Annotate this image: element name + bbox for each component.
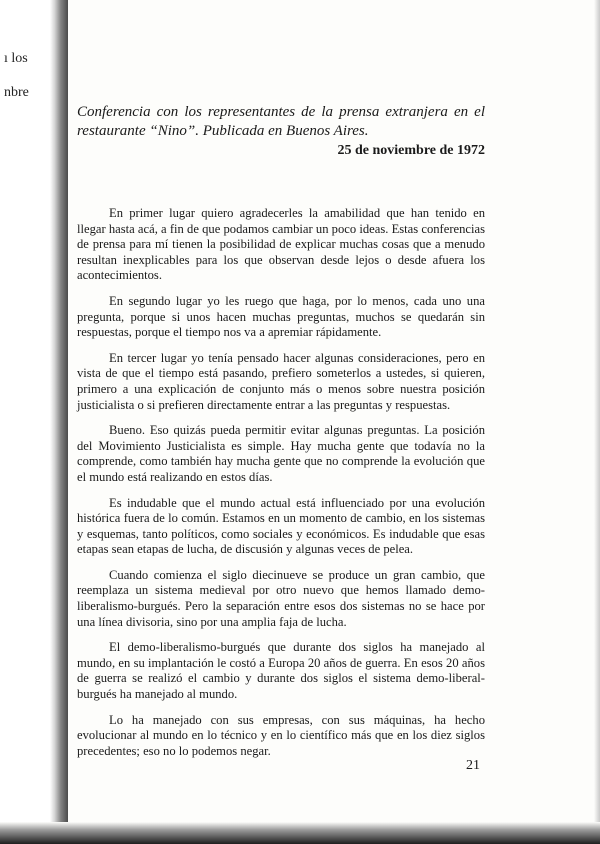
paragraph: En segundo lugar yo les ruego que haga, por lo menos, cada uno una pregunta, porque si unos hacen muchas preguntas, muchos se quedarán sin respuestas, porque el tiempo nos va a apremiar rápidamente. (77, 293, 485, 340)
paragraph: Es indudable que el mundo actual está influenciado por una evolución histórica fuera de lo común. Estamos en un momento de cambio, en los sistemas y esquemas, tanto políticos, como sociales y económicos. Es indudable que esas etapas sean etapas de lucha, de discusión y algunas veces de pelea. (77, 495, 485, 557)
document-title: Conferencia con los representantes de la prensa extranjera en el restaurante “Nino”. Publicada en Buenos Aires. (77, 104, 485, 139)
paragraph: El demo-liberalismo-burgués que durante dos siglos ha manejado al mundo, en su implantación le costó a Europa 20 años de guerra. En esos 20 años de guerra se realizó el cambio y durante dos siglos el sistema demo-liberal-burgués ha manejado al mundo. (77, 640, 485, 702)
document-date: 25 de noviembre de 1972 (337, 143, 485, 158)
paragraph: Cuando comienza el siglo diecinueve se produce un gran cambio, que reemplaza un sistema medieval por otro nuevo que hemos llamado demo-liberalismo-burgués. Pero la separación entre esos dos sistemas no se hace por una línea divisoria, sino por una amplia faja de lucha. (77, 567, 485, 629)
left-gutter (0, 0, 68, 844)
gutter-fragment: nbre (4, 85, 29, 100)
document-body (77, 206, 485, 759)
paragraph: En primer lugar quiero agradecerles la amabilidad que han tenido en llegar hasta acá, a fin de que podamos cambiar un poco ideas. Estas conferencias de prensa para mí tienen la posibilidad de explicar muchas cosas que a menudo resultan inexplicables para los que observan desde lejos o desde afuera los acontecimientos. (77, 206, 485, 283)
page-number: 21 (466, 758, 480, 773)
right-page-edge (594, 0, 600, 844)
paragraph: En tercer lugar yo tenía pensado hacer algunas consideraciones, pero en vista de que el tiempo está pasando, prefiero someterlos a ustedes, si quieren, primero a una explicación de conjunto más o menos sobre nuestra posición justicialista o si prefieren directamente entrar a las preguntas y respuestas. (77, 350, 485, 412)
paragraph: Lo ha manejado con sus empresas, con sus máquinas, ha hecho evolucionar al mundo en lo técnico y en lo científico más que en los diez siglos precedentes; eso no lo podemos negar. (77, 712, 485, 758)
paragraph: Bueno. Eso quizás pueda permitir evitar algunas preguntas. La posición del Movimiento Justicialista es simple. Hay mucha gente que todavía no la comprende, como también hay mucha gente que no comprende la evolución que el mundo está realizando en estos días. (77, 423, 485, 484)
document-page (77, 103, 485, 769)
scan-bottom-shadow (0, 822, 600, 844)
book-spine-shadow (50, 0, 68, 844)
gutter-fragment: ı los (4, 51, 28, 66)
